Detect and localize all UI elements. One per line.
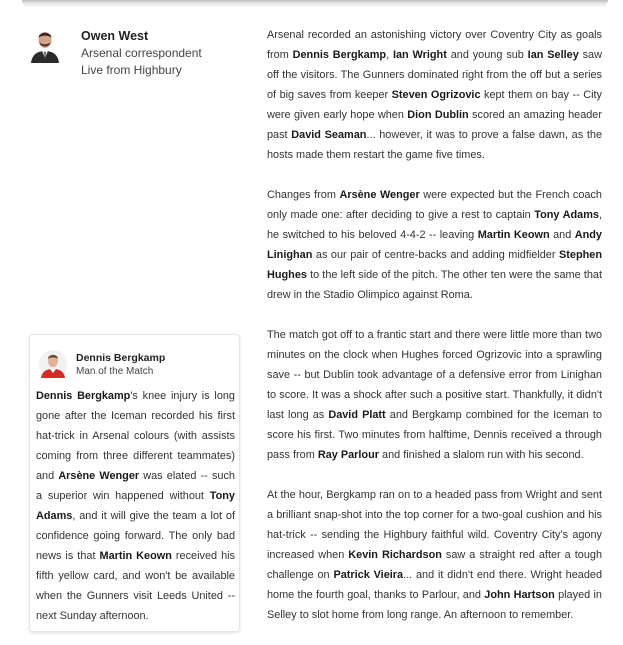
top-divider-shadow bbox=[22, 0, 608, 8]
text-run: saw off the visitors. The Gunners dominated right from the off but a series of big saves from keeper bbox=[267, 49, 602, 101]
name-highlight: Steven Ogrizovic bbox=[391, 89, 481, 101]
article-paragraph bbox=[267, 185, 602, 305]
article-body bbox=[267, 25, 602, 645]
name-highlight: Martin Keown bbox=[477, 229, 550, 241]
text-run: were expected but the French coach only made one: after deciding to give a rest to captain bbox=[267, 189, 602, 221]
text-run: , bbox=[386, 49, 393, 61]
name-highlight: Ian Wright bbox=[392, 49, 447, 61]
text-run: received his fifth yellow card, and won't be available when the Gunners visit Leeds United -- next Sunday afternoon. bbox=[36, 550, 235, 622]
author-block bbox=[29, 27, 259, 77]
name-highlight: Tony Adams bbox=[534, 209, 599, 221]
name-highlight: David Platt bbox=[328, 409, 386, 421]
text-run: played in Selley to slot home from long range. An afternoon to remember. bbox=[267, 589, 602, 621]
article-paragraph bbox=[267, 325, 602, 465]
name-highlight: Arsène Wenger bbox=[58, 470, 140, 482]
name-highlight: Arsène Wenger bbox=[339, 189, 420, 201]
motm-label: Man of the Match bbox=[76, 366, 154, 377]
text-run: ... and it didn't end there. Wright headed home the fourth goal, thanks to Parlour, and bbox=[267, 569, 602, 601]
name-highlight: Dennis Bergkamp bbox=[36, 390, 131, 402]
name-highlight: Dennis Bergkamp bbox=[292, 49, 387, 61]
motm-text bbox=[36, 386, 235, 626]
text-run: Arsenal recorded an astonishing victory over Coventry City as goals from bbox=[267, 29, 602, 61]
text-run: and finished a slalom run with his second. bbox=[378, 449, 584, 461]
text-run: and Bergkamp combined for the Iceman to score his first. Two minutes from halftime, Dennis received a through pass from bbox=[267, 409, 602, 461]
name-highlight: Ray Parlour bbox=[317, 449, 379, 461]
text-run: Changes from bbox=[267, 189, 340, 201]
article-paragraph bbox=[267, 485, 602, 625]
name-highlight: Andy Linighan bbox=[267, 229, 602, 261]
name-highlight: John Hartson bbox=[484, 589, 555, 601]
name-highlight: Stephen Hughes bbox=[267, 249, 602, 281]
author-location: Live from Highbury bbox=[81, 63, 182, 77]
name-highlight: Ian Selley bbox=[527, 49, 579, 61]
text-run: ... however, it was to prove a false dawn, as the hosts made them restart the game five times. bbox=[267, 129, 603, 161]
name-highlight: Patrick Vieira bbox=[333, 569, 404, 581]
text-run: as our pair of centre-backs and adding midfielder bbox=[312, 249, 560, 261]
article-paragraph bbox=[267, 25, 602, 165]
text-run: scored an amazing header past bbox=[267, 109, 602, 141]
text-run: to the left side of the pitch. The other ten were the same that drew in the Stadio Olimpico against Roma. bbox=[267, 269, 602, 301]
name-highlight: Tony Adams bbox=[36, 490, 235, 522]
motm-card bbox=[29, 334, 240, 632]
name-highlight: David Seaman bbox=[291, 129, 367, 141]
name-highlight: Martin Keown bbox=[99, 550, 172, 562]
text-run: , he switched to his beloved 4-4-2 -- leaving bbox=[267, 209, 602, 241]
author-role: Arsenal correspondent bbox=[81, 46, 202, 60]
author-name: Owen West bbox=[81, 29, 149, 43]
text-run: and young sub bbox=[446, 49, 528, 61]
text-run: , and it will give the team a lot of confidence going forward. The only bad news is that bbox=[36, 510, 235, 562]
text-run: and bbox=[549, 229, 575, 241]
motm-name: Dennis Bergkamp bbox=[76, 352, 166, 364]
name-highlight: Kevin Richardson bbox=[348, 549, 442, 561]
text-run: kept them on bay -- City were given early hope when bbox=[267, 89, 602, 121]
text-run: was elated -- such a superior win happened without bbox=[36, 470, 235, 502]
author-avatar bbox=[29, 27, 61, 63]
motm-avatar bbox=[39, 350, 67, 378]
name-highlight: Dion Dublin bbox=[407, 109, 469, 121]
text-run: saw a straight red after a tough challenge on bbox=[267, 549, 602, 581]
text-run: 's knee injury is long gone after the Iceman recorded his first hat-trick in Arsenal colours (with assists coming from three different teammates) and bbox=[36, 390, 235, 482]
text-run: At the hour, Bergkamp ran on to a headed pass from Wright and sent a brilliant snap-shot into the top corner for a two-goal cushion and his hat-trick -- sending the Highbury faithful wild. Coventry City's agony increased when bbox=[267, 489, 602, 561]
text-run: The match got off to a frantic start and there were little more than two minutes on the clock when Hughes forced Ogrizovic into a sprawling save -- but Dublin took advantage of a defensive error from Linighan to score. It was a shock after such a positive start. Thankfully, it didn't last long as bbox=[267, 329, 602, 421]
